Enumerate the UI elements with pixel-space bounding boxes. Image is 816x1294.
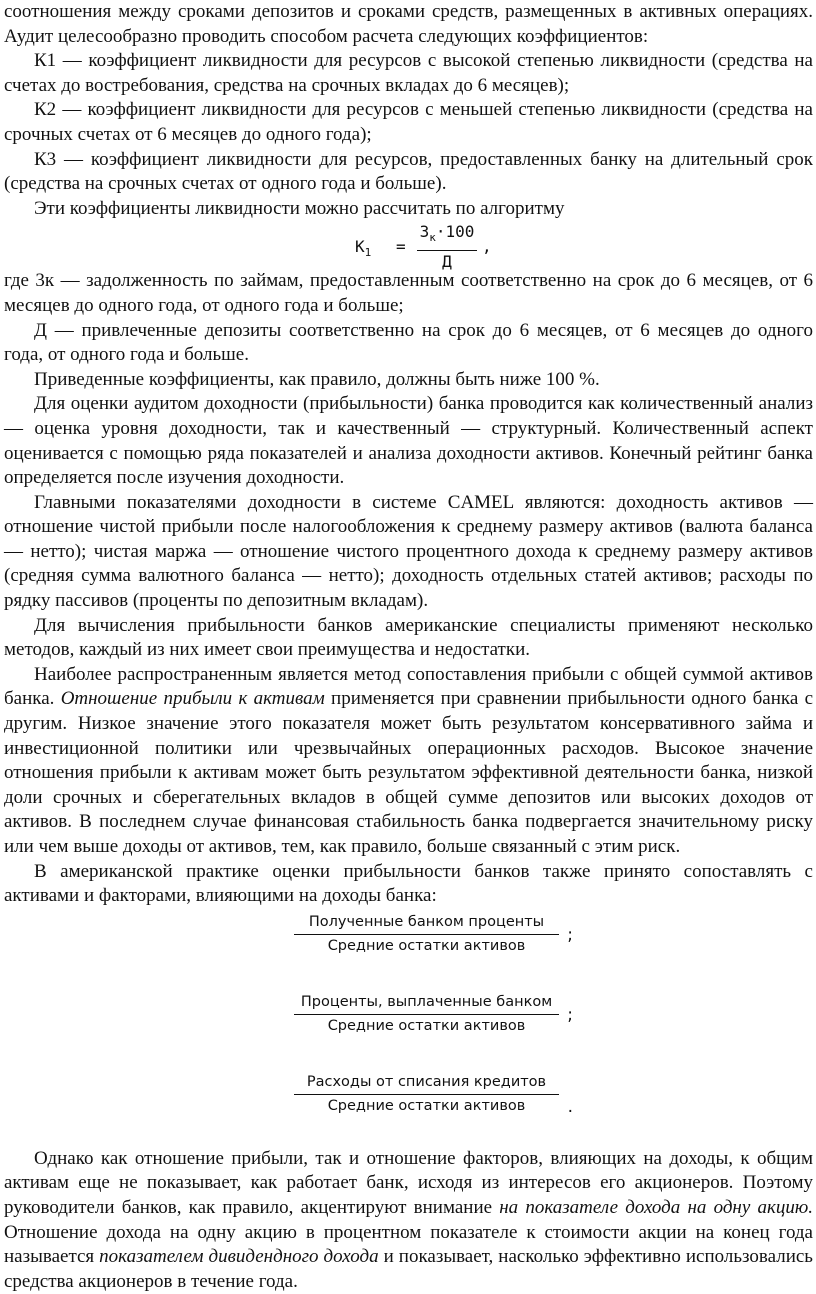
ratio-punctuation: ; (567, 1004, 573, 1025)
ratio-punctuation: . (567, 1096, 573, 1117)
ratio-credit-writeoff (294, 1071, 573, 1118)
paragraph-d-definition: Д — привлеченные депозиты соответственно на срок до 6 месяцев, от 6 месяцев до одного года, от одного года и больше. (4, 319, 813, 366)
paragraph-k1-definition: К1 — коэффициент ликвидности для ресурсов с высокой степенью ликвидности (средства на счетах до востребования, средства на срочных вкладах до 6 месяцев); (4, 50, 813, 96)
paragraph-earnings-per-share: Однако как отношение прибыли, так и отношение факторов, влияющих на доходы, к общим активам еще не показывает, как работает банк, исходя из интересов его акционеров. Поэтому руководители банков, как правило, акцентируют внимание на показателе дохода на одну акцию. Отношение дохода на одну акцию в процентном показателе к стоимости акции на конец года называется показателем дивидендного дохода и показывает, насколько эффективно использовались средства акционеров в течение года. (4, 1147, 814, 1292)
paragraph-american-practice: В американской практике оценки прибыльности банков также принято сопоставлять с активами и факторами, влияющими на доходы банка: (4, 860, 813, 907)
paragraph-k3-definition: К3 — коэффициент ликвидности для ресурсов, предоставленных банку на длительный срок (средства на срочных счетах от одного года и больше). (4, 148, 813, 195)
formula-k1-numerator: $З_к\cdot 100$ (417, 222, 477, 250)
ratio-punctuation: ; (567, 924, 573, 945)
paragraph-k2-definition: К2 — коэффициент ликвидности для ресурсов с меньшей степенью ликвидности (средства на срочных счетах от 6 месяцев до одного года); (4, 99, 813, 145)
ratio-denominator: Средние остатки активов (327, 937, 526, 954)
formula-k1-denominator: Д (442, 251, 452, 271)
paragraph-algorithm-intro: Эти коэффициенты ликвидности можно рассчитать по алгоритму (34, 197, 565, 219)
emphasis-earnings-per-share: на показателе дохода на одну акцию. (499, 1196, 814, 1218)
ratio-interest-received (294, 911, 573, 958)
paragraph-zk-definition: где 3к — задолженность по займам, предоставленным соответственно на срок до 6 месяцев, от 6 месяцев до одного года, от одного года и больше; (4, 270, 813, 316)
ratio-numerator: Полученные банком проценты (294, 911, 559, 935)
paragraph-coefficient-limit: Приведенные коэффициенты, как правило, должны быть ниже 100 %. (34, 368, 600, 390)
emphasis-dividend-yield: показателем дивидендного дохода (99, 1246, 379, 1268)
formula-k1-comma: , (482, 237, 492, 257)
ratio-denominator: Средние остатки активов (327, 1097, 526, 1114)
emphasis-profit-to-assets: Отношение прибыли к активам (60, 688, 325, 710)
paragraph-liquidity-intro: соотношения между сроками депозитов и сроками средств, размещенных в активных операциях. Аудит целесообразно проводить способом расчета следующих коэффициентов: (4, 1, 813, 47)
paragraph-camel-indicators: Главными показателями доходности в системе CAMEL являются: доходность активов — отношение чистой прибыли после налогообложения к среднему размеру активов (валюта баланса — нетто); чистая маржа — отношение чистого процентного дохода к среднему размеру активов (средняя сумма валютного баланса — нетто); доходность отдельных статей активов; расходы по рядку пассивов (проценты по депозитным вкладам). (4, 491, 813, 612)
ratio-denominator: Средние остатки активов (327, 1017, 526, 1034)
paragraph-american-methods: Для вычисления прибыльности банков американские специалисты применяют несколько методов, каждый из них имеет свои преимущества и недостатки. (4, 614, 813, 661)
ratio-formulas (4, 909, 813, 1147)
formula-k1-fraction (417, 222, 477, 272)
ratio-interest-paid (294, 991, 573, 1038)
ratio-numerator: Расходы от списания кредитов (294, 1071, 559, 1095)
formula-k1-equals: = (396, 237, 406, 257)
formula-k1-lhs: $К_1$ (355, 237, 372, 260)
paragraph-profit-to-assets: Наиболее распространенным является метод сопоставления прибыли с общей суммой активов банка. Отношение прибыли к активам применяется при сравнении прибыльности одного банка с другим. Низкое значение этого показателя может быть результатом консервативного займа и инвестиционной политики или чрезвычайных операционных расходов. Высокое значение отношения прибыли к активам может быть результатом эффективной деятельности банка, низкой доли срочных и сберегательных вкладов в общей сумме депозитов или высоких доходов от активов. В последнем случае финансовая стабильность банка подвергается значительному риску или чем выше доходы от активов, тем, как правило, больше связанный с этим риск. (4, 663, 814, 857)
formula-k1 (4, 221, 813, 269)
paragraph-profitability-audit: Для оценки аудитом доходности (прибыльности) банка проводится как количественный анализ — оценка уровня доходности, так и качественный — структурный. Количественный аспект оценивается с помощью ряда показателей и анализа доходности активов. Конечный рейтинг банка определяется после изучения доходности. (4, 393, 813, 489)
ratio-numerator: Проценты, выплаченные банком (294, 991, 559, 1015)
